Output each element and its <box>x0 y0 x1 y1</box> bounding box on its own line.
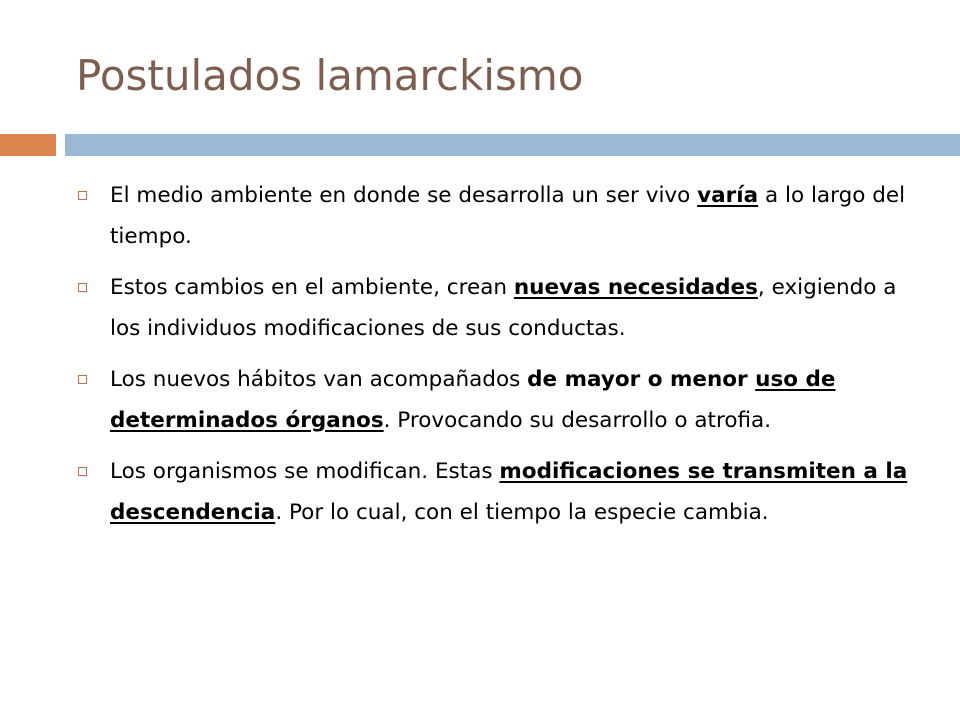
bullet-text: Estos cambios en el ambiente, crean <box>110 275 514 300</box>
bullet-text: . Por lo cual, con el tiempo la especie cambia. <box>275 499 769 525</box>
bullet-item <box>76 268 916 349</box>
hollow-square-icon <box>78 467 87 476</box>
bullet-text: El medio ambiente en donde se desarrolla un ser vivo <box>110 183 698 208</box>
bullet-text: Los nuevos hábitos van acompañados <box>110 367 528 392</box>
hollow-square-icon <box>78 375 87 384</box>
bullet-emphasis: varía <box>697 183 759 208</box>
slide-title: Postulados lamarckismo <box>76 51 584 100</box>
bullet-text: Los organismos se modifican. Estas <box>110 459 500 484</box>
bullet-item <box>76 452 916 533</box>
accent-bar-orange <box>0 134 56 156</box>
bullet-text: . Provocando su desarrollo o atrofia. <box>383 407 772 433</box>
bullet-emphasis: de mayor o menor <box>527 367 756 392</box>
bullet-emphasis: nuevas necesidades <box>513 275 758 300</box>
bullet-text: a lo largo del tiempo. <box>110 183 906 249</box>
bullet-text: , exigiendo a los individuos modificaciones de sus conductas. <box>110 275 897 341</box>
hollow-square-icon <box>78 191 87 200</box>
accent-bar-blue <box>65 134 960 156</box>
bullet-emphasis: uso de determinados órganos <box>110 367 836 433</box>
bullet-emphasis: modificaciones se transmiten a la descendencia <box>110 459 908 525</box>
bullet-item <box>76 176 916 257</box>
bullet-item <box>76 360 916 441</box>
bullet-list <box>76 176 916 544</box>
hollow-square-icon <box>78 283 87 292</box>
